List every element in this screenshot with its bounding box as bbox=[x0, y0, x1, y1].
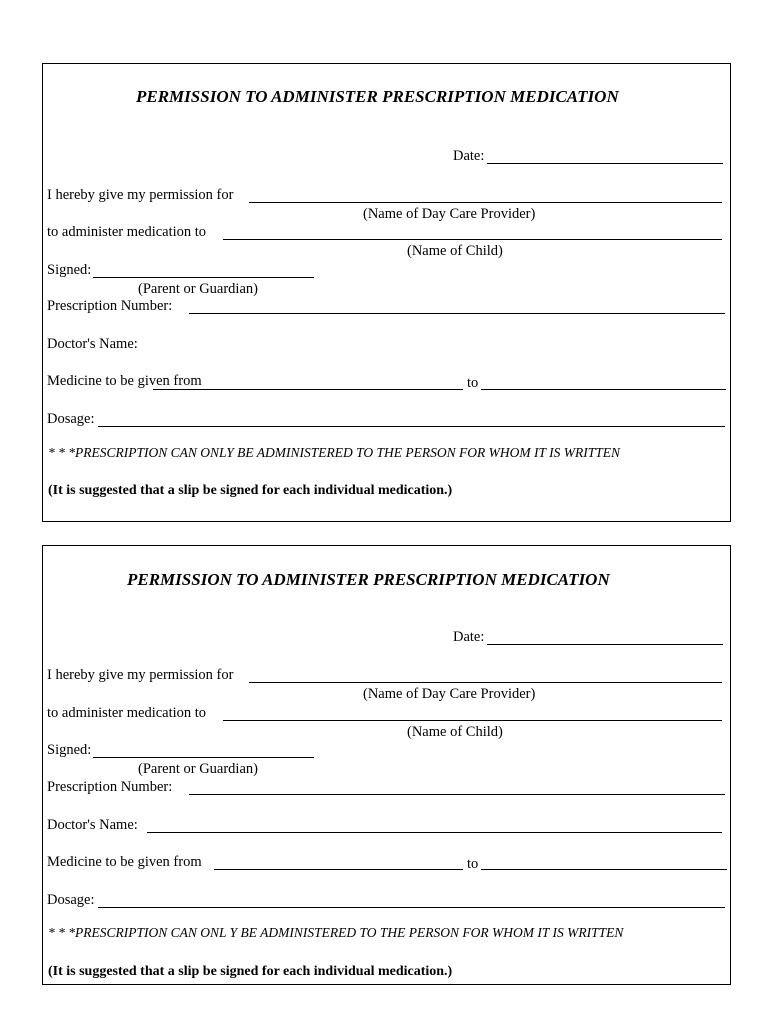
administer-label: to administer medication to bbox=[47, 705, 207, 721]
form-title: PERMISSION TO ADMINISTER PRESCRIPTION MEDICATION bbox=[127, 570, 610, 589]
signature-field[interactable] bbox=[93, 757, 314, 758]
administer-label: to administer medication to bbox=[47, 224, 207, 240]
dosage-label: Dosage: bbox=[47, 892, 95, 908]
date-field[interactable] bbox=[487, 163, 723, 164]
form-title: PERMISSION TO ADMINISTER PRESCRIPTION MEDICATION bbox=[136, 87, 619, 106]
prescription-number-field[interactable] bbox=[189, 794, 725, 795]
provider-caption: (Name of Day Care Provider) bbox=[363, 206, 536, 222]
permission-label: I hereby give my permission for bbox=[47, 187, 234, 203]
prescription-number-label: Prescription Number: bbox=[47, 779, 173, 795]
medicine-from-label: Medicine to be given from bbox=[47, 854, 202, 870]
child-name-field[interactable] bbox=[223, 239, 722, 240]
signed-label: Signed: bbox=[47, 262, 92, 278]
prescription-number-field[interactable] bbox=[189, 313, 725, 314]
permission-form-1 bbox=[42, 63, 731, 522]
dosage-field[interactable] bbox=[98, 426, 725, 427]
prescription-number-label: Prescription Number: bbox=[47, 298, 173, 314]
child-caption: (Name of Child) bbox=[407, 243, 503, 259]
signature-field[interactable] bbox=[93, 277, 314, 278]
medicine-from-field[interactable] bbox=[153, 389, 463, 390]
suggestion-note: (It is suggested that a slip be signed for each individual medication.) bbox=[48, 483, 453, 498]
child-name-field[interactable] bbox=[223, 720, 722, 721]
day-care-provider-field[interactable] bbox=[249, 202, 722, 203]
day-care-provider-field[interactable] bbox=[249, 682, 722, 683]
child-caption: (Name of Child) bbox=[407, 724, 503, 740]
date-label: Date: bbox=[453, 629, 485, 645]
date-label: Date: bbox=[453, 148, 485, 164]
prescription-notice: * * *PRESCRIPTION CAN ONLY BE ADMINISTERED TO THE PERSON FOR WHOM IT IS WRITTEN bbox=[48, 445, 620, 460]
suggestion-note: (It is suggested that a slip be signed for each individual medication.) bbox=[48, 964, 453, 979]
dosage-label: Dosage: bbox=[47, 411, 95, 427]
medicine-to-field[interactable] bbox=[481, 869, 727, 870]
date-field[interactable] bbox=[487, 644, 723, 645]
dosage-field[interactable] bbox=[98, 907, 725, 908]
doctor-name-field[interactable] bbox=[147, 832, 722, 833]
medicine-from-field[interactable] bbox=[214, 869, 463, 870]
permission-label: I hereby give my permission for bbox=[47, 667, 234, 683]
signed-label: Signed: bbox=[47, 742, 92, 758]
medicine-from-label: Medicine to be given from bbox=[47, 373, 202, 389]
medicine-to-label: to bbox=[467, 375, 479, 391]
medicine-to-label: to bbox=[467, 856, 479, 872]
permission-form-2 bbox=[42, 545, 731, 985]
medicine-to-field[interactable] bbox=[481, 389, 726, 390]
guardian-caption: (Parent or Guardian) bbox=[138, 281, 258, 297]
doctor-name-label: Doctor's Name: bbox=[47, 336, 138, 352]
provider-caption: (Name of Day Care Provider) bbox=[363, 686, 536, 702]
doctor-name-label: Doctor's Name: bbox=[47, 817, 138, 833]
guardian-caption: (Parent or Guardian) bbox=[138, 761, 258, 777]
prescription-notice: * * *PRESCRIPTION CAN ONL Y BE ADMINISTERED TO THE PERSON FOR WHOM IT IS WRITTEN bbox=[48, 925, 624, 940]
